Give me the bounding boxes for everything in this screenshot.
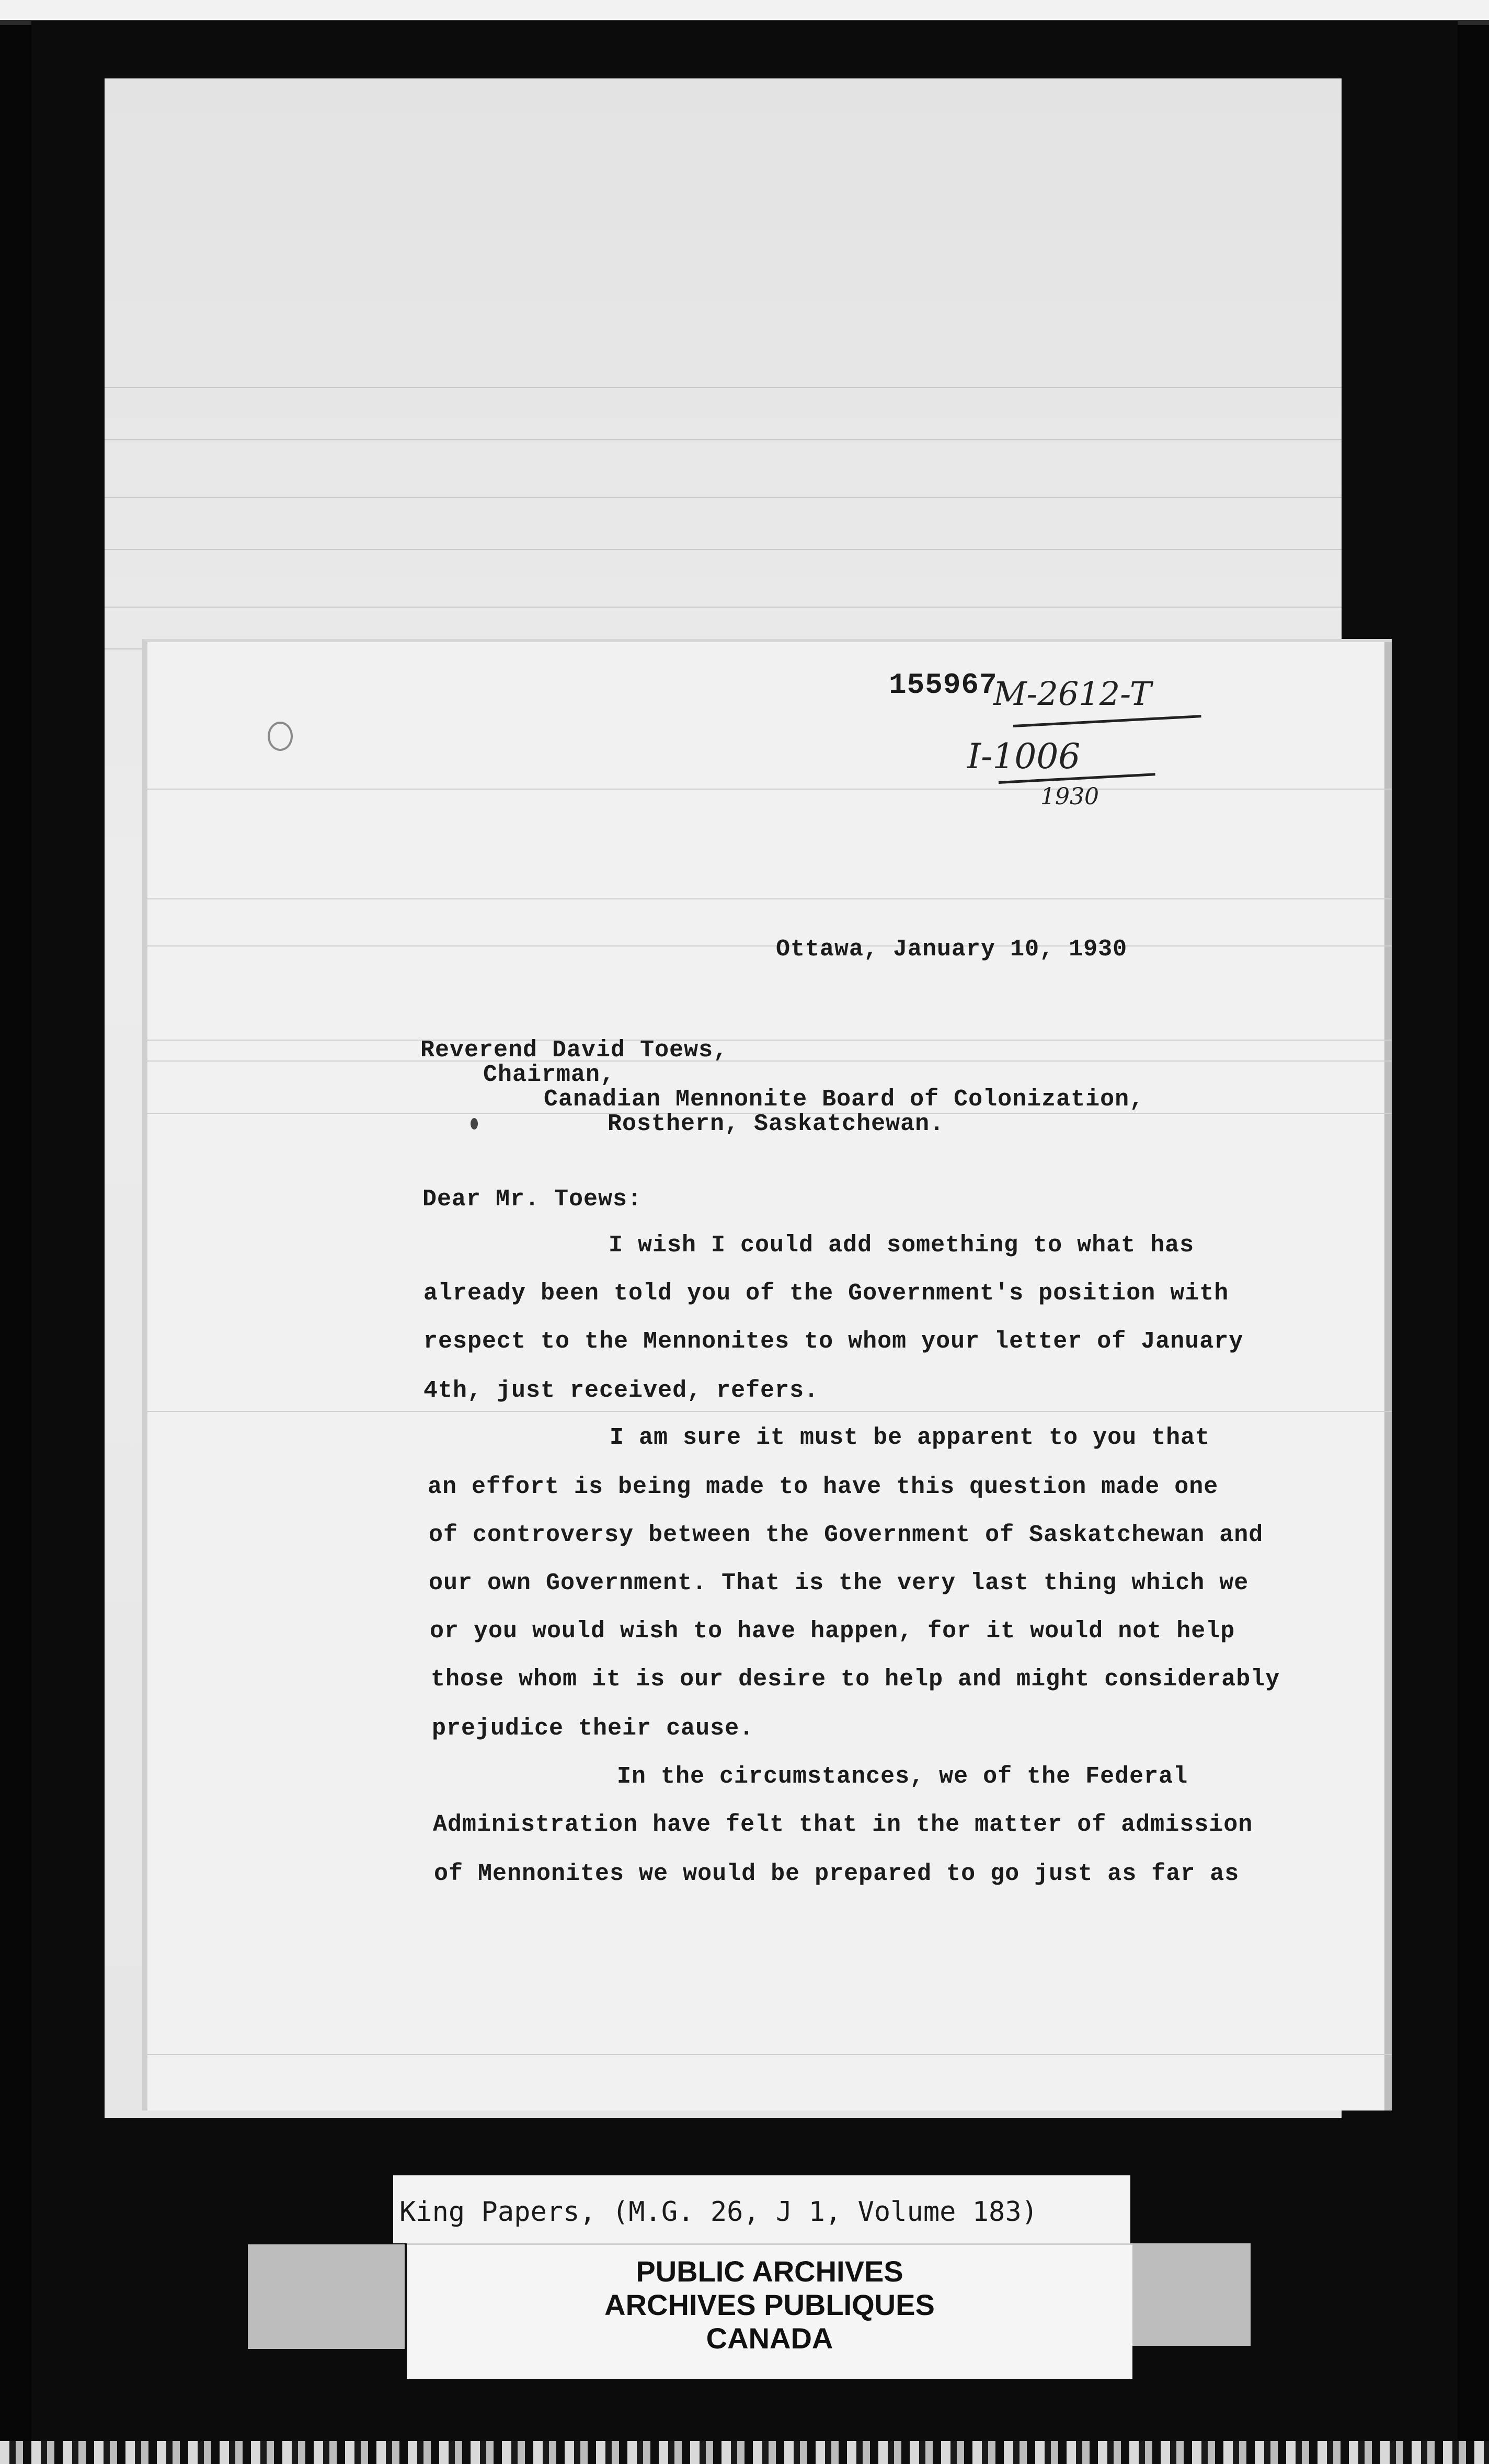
body-line: or you would wish to have happen, for it would not help — [430, 1618, 1235, 1645]
handwritten-subfile-ref: I-1006 — [967, 736, 1081, 777]
body-line: respect to the Mennonites to whom your letter of January — [423, 1328, 1244, 1355]
salutation: Dear Mr. Toews: — [422, 1186, 643, 1213]
archive-stamp-line: ARCHIVES PUBLIQUES — [604, 2288, 935, 2321]
collection-reference: King Papers, (M.G. 26, J 1, Volume 183) — [399, 2196, 1038, 2228]
body-line: our own Government. That is the very last thing which we — [429, 1570, 1249, 1596]
film-top-strip — [0, 0, 1489, 21]
archive-reference-label — [393, 2175, 1130, 2243]
handwritten-file-ref: M-2612-T — [993, 675, 1152, 713]
recipient-organization: Canadian Mennonite Board of Colonization, — [544, 1086, 1144, 1113]
body-line: 4th, just received, refers. — [423, 1377, 819, 1404]
dateline: Ottawa, January 10, 1930 — [776, 936, 1128, 963]
letter-sheet — [142, 639, 1392, 2111]
archive-stamp-line: PUBLIC ARCHIVES — [636, 2255, 903, 2288]
tape-left — [248, 2244, 405, 2349]
recipient-location: Rosthern, Saskatchewan. — [608, 1111, 945, 1137]
handwritten-year: 1930 — [1040, 783, 1099, 810]
body-line: of controversy between the Government of Saskatchewan and — [429, 1522, 1264, 1548]
body-line: I wish I could add something to what has — [609, 1232, 1195, 1259]
body-line: an effort is being made to have this question made one — [428, 1474, 1219, 1500]
recipient-title: Chairman, — [483, 1062, 615, 1088]
body-line: already been told you of the Government's position with — [423, 1280, 1229, 1307]
archive-stamp-line: CANADA — [706, 2322, 833, 2355]
body-line: Administration have felt that in the matter of admission — [433, 1811, 1253, 1838]
recipient-name: Reverend David Toews, — [420, 1037, 728, 1064]
archive-stamp-label — [407, 2243, 1132, 2379]
tape-right — [1130, 2243, 1251, 2346]
body-line: I am sure it must be apparent to you that — [610, 1424, 1210, 1451]
file-number: 155967 — [889, 668, 998, 702]
film-bottom-strip — [0, 2441, 1489, 2464]
body-line: prejudice their cause. — [432, 1715, 754, 1742]
punch-hole-mark — [268, 722, 293, 751]
body-line: of Mennonites we would be prepared to go just as far as — [434, 1861, 1240, 1887]
body-line: those whom it is our desire to help and might considerably — [431, 1666, 1280, 1693]
body-line: In the circumstances, we of the Federal — [617, 1763, 1188, 1790]
